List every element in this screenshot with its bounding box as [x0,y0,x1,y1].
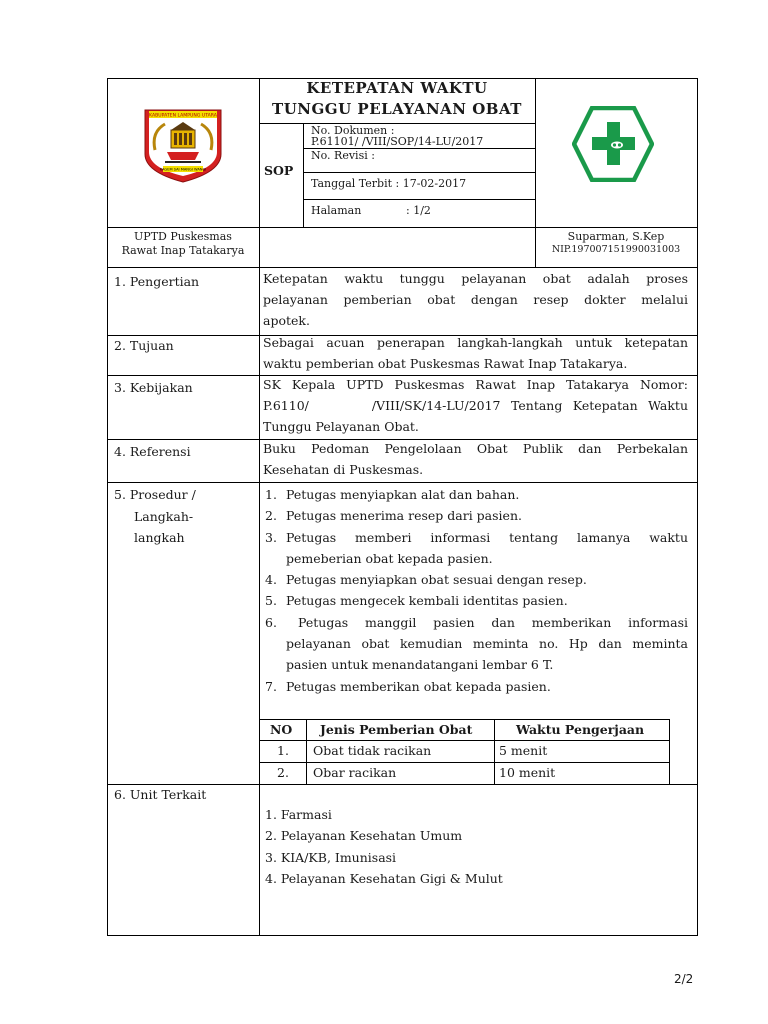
sop-label: SOP [264,163,294,178]
page-number: 2/2 [674,972,694,986]
svg-text:RAGEM SAI MANGI WANGI: RAGEM SAI MANGI WANGI [159,167,207,172]
step-text: Petugas mengecek kembali identitas pasien. [286,593,568,608]
step-text: Petugas menerima resep dari pasien. [286,508,522,523]
page-label: Halaman [311,204,362,217]
step-text: Petugas menyiapkan alat dan bahan. [286,487,520,502]
list-item: 4. Pelayanan Kesehatan Gigi & Mulut [265,871,503,886]
section-label-unit-terkait: 6. Unit Terkait [114,787,207,802]
section-label-pengertian: 1. Pengertian [114,274,200,289]
title-line-1: KETEPATAN WAKTU [306,79,488,97]
step-text-cont: pemeberian obat kepada pasien. [286,551,493,566]
table-header-no: NO [270,722,293,737]
doc-number-value: P.61101/ /VIII/SOP/14-LU/2017 [311,135,484,148]
list-item: 3. KIA/KB, Imunisasi [265,850,397,865]
step-text-cont: pelayanan obat kemudian meminta no. Hp dan meminta [286,636,688,651]
section-text-kebijakan: SK Kepala UPTD Puskesmas Rawat Inap Tatakarya Nomor: P.6110/ /VIII/SK/14-LU/2017 Tentang Ketepatan Waktu Tunggu Pelayanan Obat. [263,377,688,434]
table-cell: 1. [277,743,289,758]
section-label-prosedur-2: Langkah- [134,509,194,524]
step-text: Petugas memberikan obat kepada pasien. [286,679,551,694]
step-number: 3. [265,530,277,545]
issue-date: Tanggal Terbit : 17-02-2017 [311,177,467,190]
section-text-tujuan: Sebagai acuan penerapan langkah-langkah untuk ketepatan waktu pemberian obat Puskesmas Rawat Inap Tatakarya. [263,335,688,371]
step-number: 1. [265,487,277,502]
puskesmas-logo [572,106,654,182]
svg-text:KABUPATEN LAMPUNG UTARA: KABUPATEN LAMPUNG UTARA [149,113,217,119]
step-number: 6. [265,615,277,630]
unit-name-line-2: Rawat Inap Tatakarya [121,244,245,257]
section-text-referensi: Buku Pedoman Pengelolaan Obat Publik dan Perbekalan Kesehatan di Puskesmas. [263,441,688,477]
step-text: Petugas memberi informasi tentang lamanya waktu [286,530,688,545]
table-cell: 10 menit [499,765,556,780]
signatory-name: Suparman, S.Kep [567,230,665,243]
section-text-pengertian: Ketepatan waktu tunggu pelayanan obat adalah proses pelayanan pemberian obat dengan resep dokter melalui apotek. [263,271,688,328]
table-cell: 2. [277,765,289,780]
signatory-nip: NIP.197007151990031003 [551,244,681,255]
section-label-tujuan: 2. Tujuan [114,338,174,353]
section-label-referensi: 4. Referensi [114,444,191,459]
step-text-cont: pasien untuk menandatangani lembar 6 T. [286,657,554,672]
table-cell: Obat tidak racikan [313,743,432,758]
page-value: : 1/2 [406,204,431,217]
step-text: Petugas manggil pasien dan memberikan informasi [298,615,688,630]
section-label-kebijakan: 3. Kebijakan [114,380,193,395]
step-number: 4. [265,572,277,587]
step-number: 7. [265,679,277,694]
section-label-prosedur: 5. Prosedur / [114,487,196,502]
unit-name-line-1: UPTD Puskesmas [134,230,232,243]
list-item: 2. Pelayanan Kesehatan Umum [265,828,463,843]
step-number: 5. [265,593,277,608]
list-item: 1. Farmasi [265,807,332,822]
title-line-2: TUNGGU PELAYANAN OBAT [272,100,522,118]
table-header-jenis: Jenis Pemberian Obat [320,722,473,737]
table-header-waktu: Waktu Pengerjaan [516,722,645,737]
regency-emblem-logo [141,106,225,184]
section-label-prosedur-3: langkah [134,530,185,545]
step-text: Petugas menyiapkan obat sesuai dengan resep. [286,572,587,587]
revision-label: No. Revisi : [311,149,375,162]
table-cell: 5 menit [499,743,548,758]
table-cell: Obar racikan [313,765,397,780]
step-number: 2. [265,508,277,523]
doc-number-label: No. Dokumen : [311,124,395,137]
